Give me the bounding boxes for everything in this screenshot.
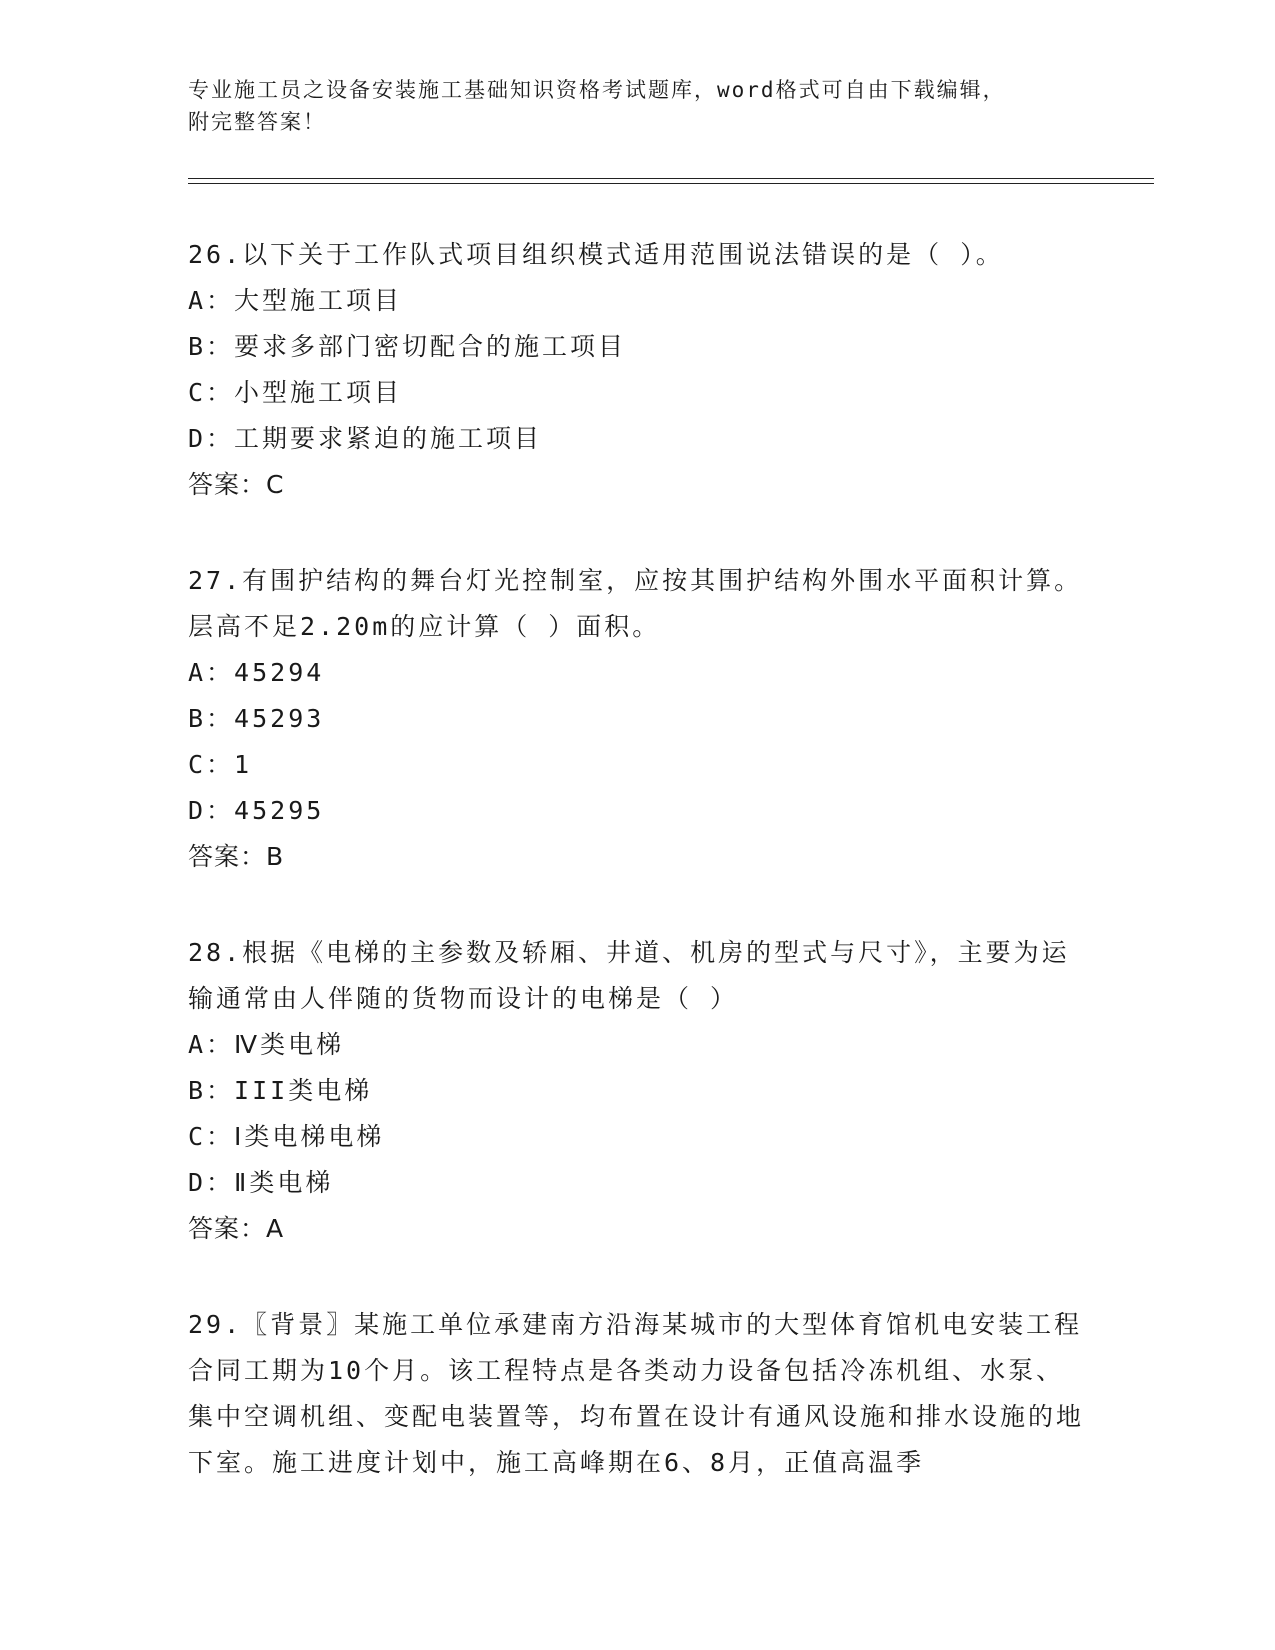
header-divider-top xyxy=(188,178,1154,179)
option-b: B：要求多部门密切配合的施工项目 xyxy=(188,332,627,361)
option-a: A：45294 xyxy=(188,658,325,687)
question-28 xyxy=(188,930,1088,1252)
header-divider-bottom xyxy=(188,183,1154,184)
question-text: 26.以下关于工作队式项目组织模式适用范围说法错误的是（ ）。 xyxy=(188,240,1004,269)
option-d: D：Ⅱ类电梯 xyxy=(188,1168,334,1197)
option-c: C：小型施工项目 xyxy=(188,378,403,407)
header-title-line-1: 专业施工员之设备安装施工基础知识资格考试题库，word格式可自由下载编辑， xyxy=(188,78,1006,102)
answer-line: 答案：A xyxy=(188,1214,285,1243)
option-c: C：Ⅰ类电梯电梯 xyxy=(188,1122,385,1151)
question-list xyxy=(188,232,1088,1536)
question-26 xyxy=(188,232,1088,508)
option-d: D：工期要求紧迫的施工项目 xyxy=(188,424,543,453)
question-text: 28.根据《电梯的主参数及轿厢、井道、机房的型式与尺寸》，主要为运输通常由人伴随的货物而设计的电梯是（ ） xyxy=(188,938,1070,1013)
question-29 xyxy=(188,1302,1088,1486)
option-b: B：45293 xyxy=(188,704,325,733)
question-27 xyxy=(188,558,1088,880)
answer-line: 答案：B xyxy=(188,842,285,871)
option-d: D：45295 xyxy=(188,796,325,825)
document-header xyxy=(188,74,1088,138)
question-text: 29.〖背景〗某施工单位承建南方沿海某城市的大型体育馆机电安装工程合同工期为10个月。该工程特点是各类动力设备包括冷冻机组、水泵、集中空调机组、变配电装置等，均布置在设计有通风设施和排水设施的地下室。施工进度计划中，施工高峰期在6、8月，正值高温季 xyxy=(188,1310,1085,1477)
option-a: A：Ⅳ类电梯 xyxy=(188,1030,345,1059)
option-a: A：大型施工项目 xyxy=(188,286,403,315)
option-c: C：1 xyxy=(188,750,253,779)
answer-line: 答案：C xyxy=(188,470,285,499)
question-text: 27.有围护结构的舞台灯光控制室，应按其围护结构外围水平面积计算。层高不足2.20m的应计算（ ）面积。 xyxy=(188,566,1083,641)
header-title-line-2: 附完整答案！ xyxy=(188,110,326,134)
option-b: B：III类电梯 xyxy=(188,1076,373,1105)
